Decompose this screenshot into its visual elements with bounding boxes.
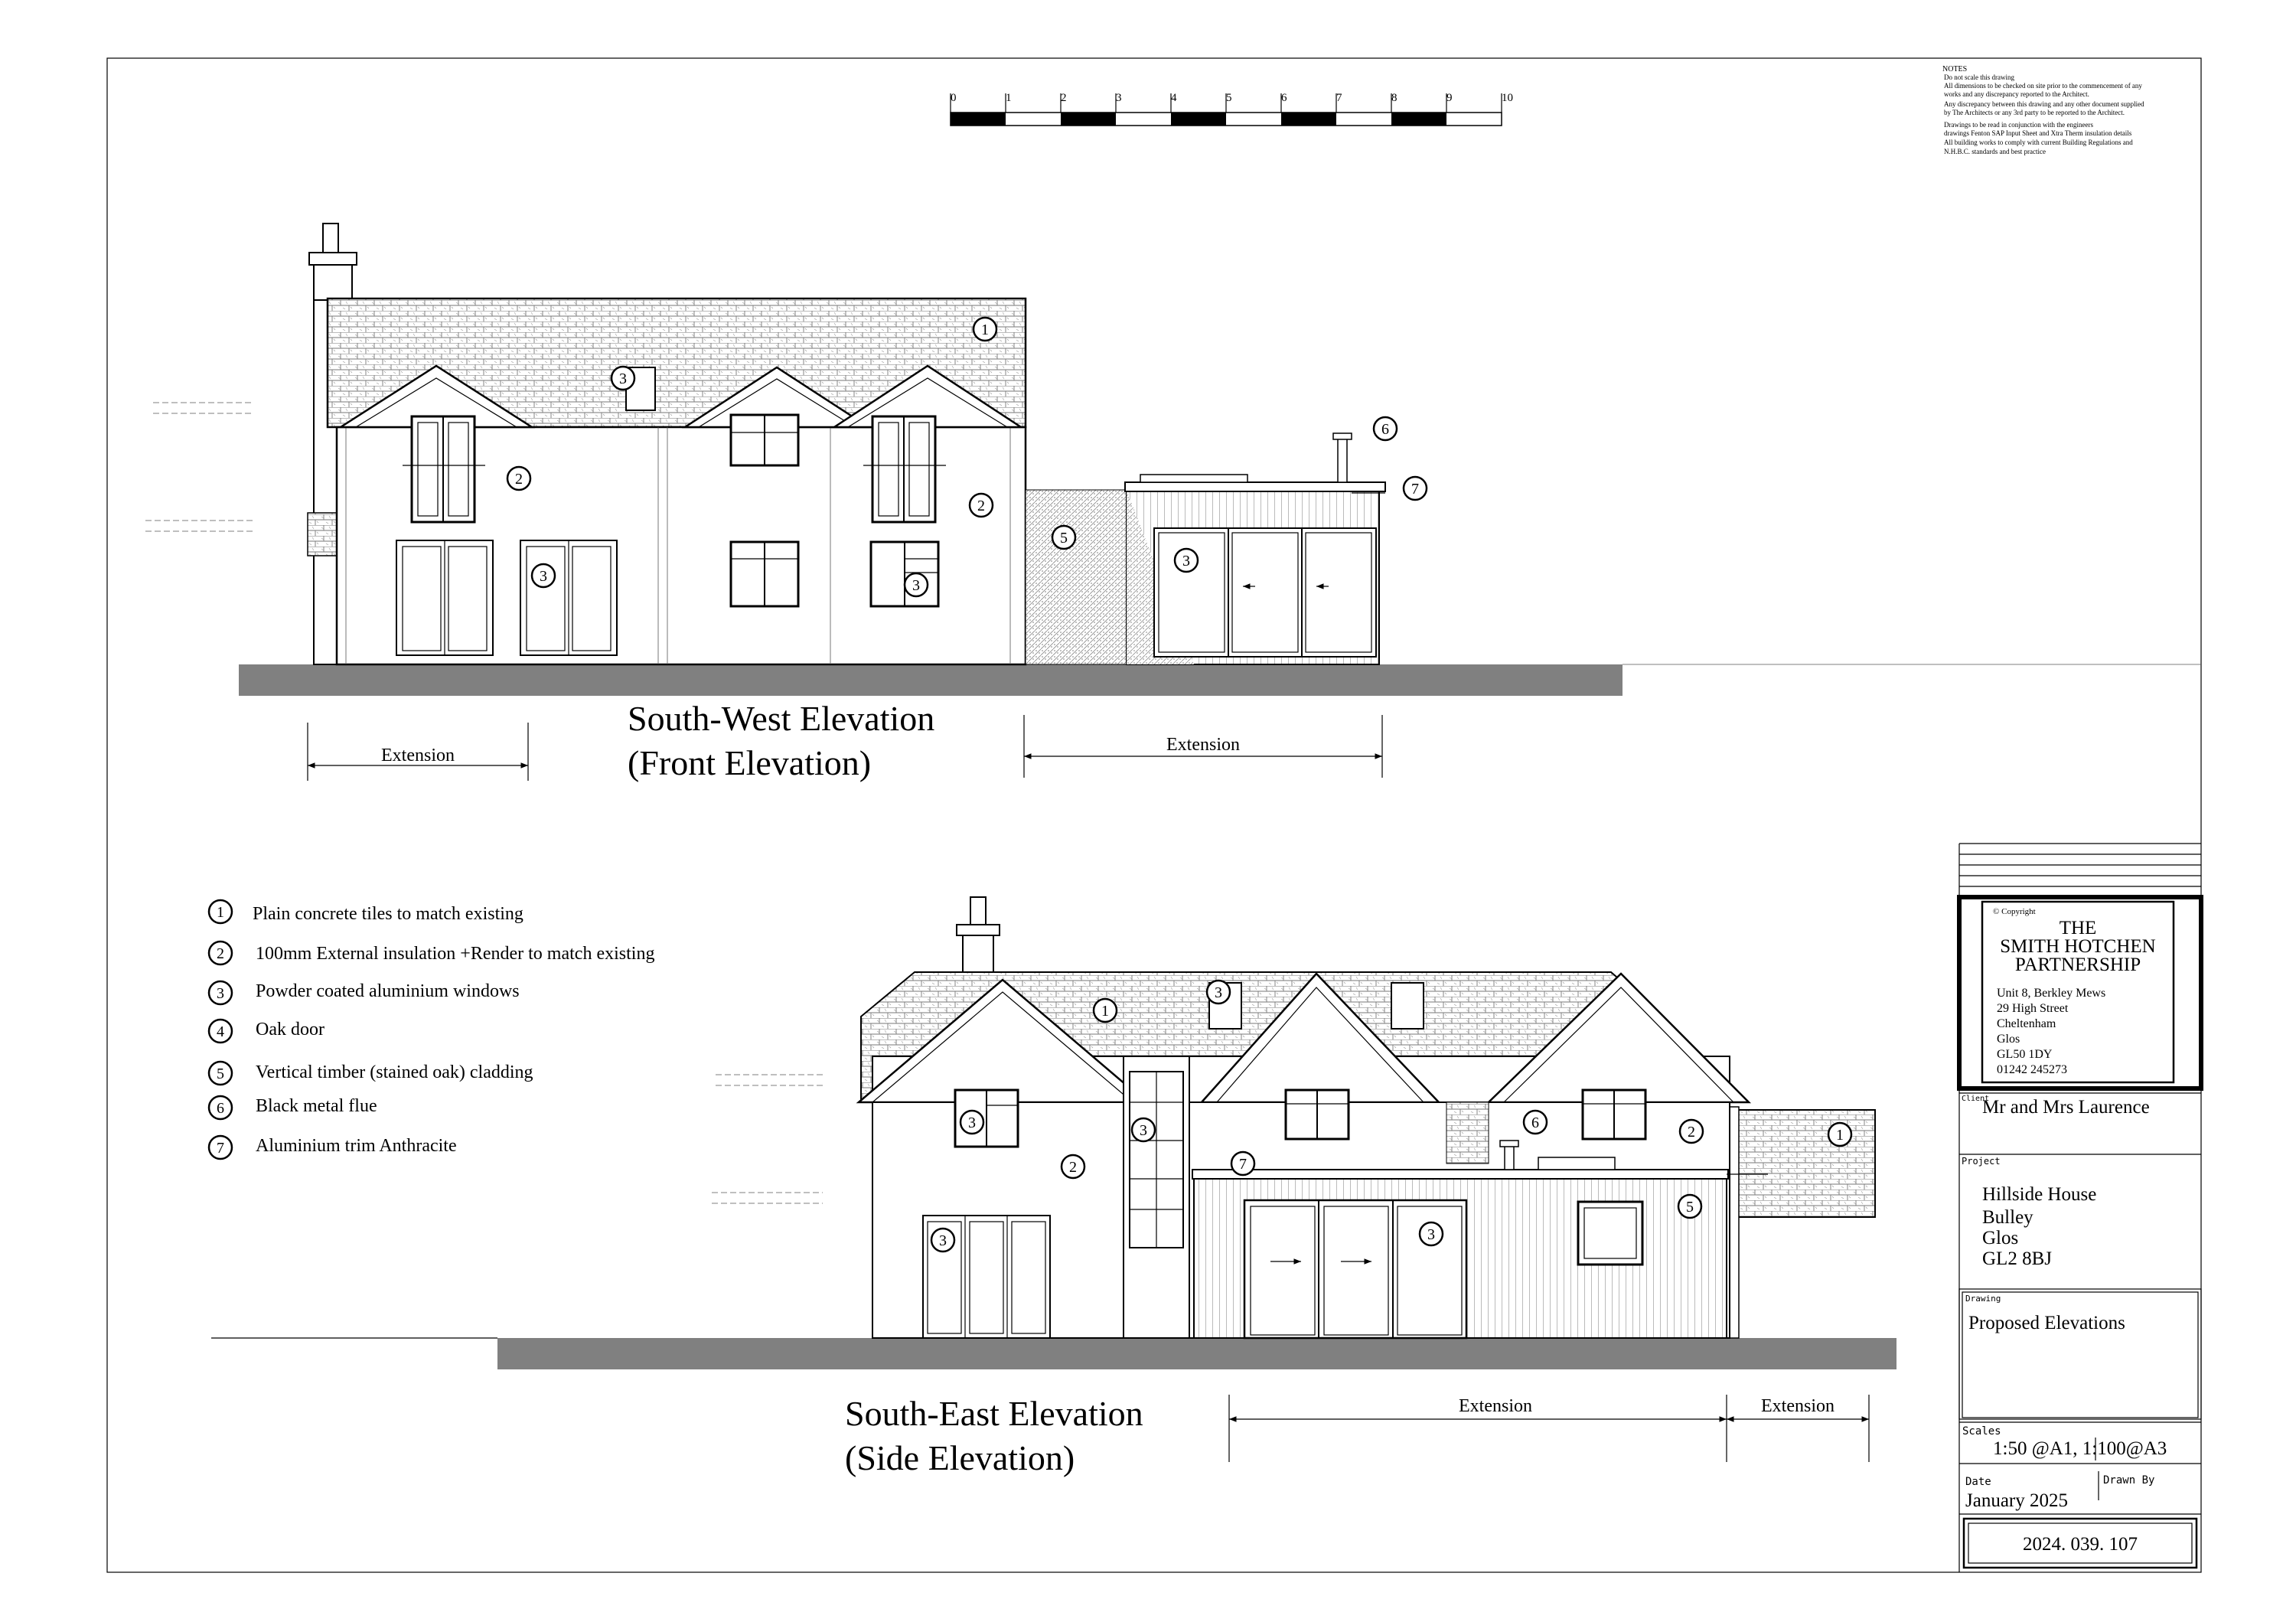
- legend-item-7: Aluminium trim Anthracite: [256, 1136, 457, 1156]
- sw-callout-3b: [532, 564, 555, 587]
- firm-name-3: PARTNERSHIP: [2014, 955, 2141, 975]
- legend-item-2: 100mm External insulation +Render to match existing: [256, 944, 655, 964]
- svg-text:Extension: Extension: [1459, 1396, 1532, 1416]
- svg-text:5: 5: [1060, 530, 1068, 547]
- drawing-label: Drawing: [1965, 1294, 2001, 1304]
- se-dimension-left: [1229, 1395, 1727, 1462]
- scales-label: Scales: [1962, 1425, 2001, 1438]
- svg-text:by The Architects or any 3rd p: by The Architects or any 3rd party to be reported to the Architect.: [1944, 109, 2125, 116]
- se-callout-3b: [960, 1111, 983, 1134]
- se-callout-1a: [1094, 999, 1117, 1022]
- svg-text:4: 4: [217, 1023, 224, 1040]
- svg-text:1: 1: [1101, 1003, 1109, 1020]
- se-callout-2a: [1062, 1155, 1084, 1178]
- firm-name-1: THE: [2059, 918, 2097, 938]
- south-west-elevation: [145, 224, 2201, 782]
- sw-callout-3c: [905, 573, 928, 596]
- svg-text:Extension: Extension: [1761, 1396, 1835, 1416]
- svg-text:2: 2: [1069, 1159, 1077, 1176]
- svg-text:3: 3: [1182, 553, 1190, 569]
- svg-text:works and any discrepancy repo: works and any discrepancy reported to the Architect.: [1944, 90, 2089, 98]
- scale-tick-1: 1: [1006, 92, 1012, 104]
- legend-item-5: Vertical timber (stained oak) cladding: [256, 1062, 533, 1082]
- notes-heading: NOTES: [1942, 65, 1968, 73]
- svg-text:Hillside House: Hillside House: [1982, 1184, 2097, 1205]
- drawn-by-label: Drawn By: [2103, 1474, 2155, 1487]
- svg-text:3: 3: [912, 577, 920, 594]
- sw-callout-2b: [970, 494, 993, 517]
- scale-tick-0: 0: [951, 92, 957, 104]
- scale-tick-7: 7: [1336, 92, 1342, 104]
- se-callout-2b: [1680, 1120, 1703, 1143]
- client-label: Client: [1962, 1095, 1990, 1103]
- sw-callout-6: [1374, 417, 1397, 440]
- se-callout-3e: [1420, 1222, 1443, 1245]
- sw-dimension-left: [308, 723, 528, 781]
- se-callout-3c: [1132, 1118, 1155, 1141]
- svg-text:Glos: Glos: [1982, 1228, 2019, 1248]
- svg-text:1: 1: [1836, 1127, 1844, 1144]
- se-callout-7: [1231, 1152, 1254, 1175]
- title-block: [1959, 844, 2201, 1572]
- svg-text:Extension: Extension: [381, 746, 455, 765]
- svg-text:3: 3: [540, 568, 547, 585]
- svg-text:Glos: Glos: [1997, 1033, 2020, 1046]
- svg-text:2: 2: [977, 498, 985, 514]
- project-label: Project: [1962, 1156, 2001, 1167]
- svg-text:Extension: Extension: [1166, 735, 1240, 755]
- svg-text:3: 3: [1140, 1122, 1147, 1139]
- client-name: Mr and Mrs Laurence: [1982, 1097, 2150, 1118]
- svg-text:3: 3: [939, 1232, 947, 1249]
- svg-text:3: 3: [1215, 984, 1222, 1001]
- legend-item-6: Black metal flue: [256, 1096, 377, 1116]
- scale-tick-6: 6: [1281, 92, 1287, 104]
- se-elevation-subtitle: (Side Elevation): [845, 1438, 1075, 1477]
- svg-text:Do not scale this drawing: Do not scale this drawing: [1944, 73, 2014, 81]
- svg-text:2: 2: [217, 945, 224, 962]
- scale-tick-3: 3: [1116, 92, 1122, 104]
- scale-tick-2: 2: [1061, 92, 1067, 104]
- svg-text:7: 7: [1411, 481, 1419, 498]
- svg-text:All dimensions to be checked o: All dimensions to be checked on site prior to the commencement of any: [1944, 82, 2142, 90]
- svg-text:N.H.B.C. standards and best pr: N.H.B.C. standards and best practice: [1944, 148, 2046, 155]
- svg-text:3: 3: [968, 1115, 976, 1131]
- svg-text:6: 6: [1381, 421, 1389, 438]
- drawing-number: 2024. 039. 107: [2023, 1534, 2138, 1555]
- sw-callout-3d: [1175, 549, 1198, 572]
- sw-callout-2a: [507, 467, 530, 490]
- date-value: January 2025: [1965, 1490, 2068, 1511]
- svg-text:6: 6: [217, 1100, 224, 1117]
- drawing-title: Proposed Elevations: [1968, 1313, 2125, 1333]
- se-callout-1b: [1828, 1123, 1851, 1146]
- notes-block: [1942, 65, 2144, 155]
- legend-item-4: Oak door: [256, 1020, 325, 1039]
- legend-item-3: Powder coated aluminium windows: [256, 981, 520, 1001]
- svg-text:GL2 8BJ: GL2 8BJ: [1982, 1248, 2052, 1269]
- svg-text:2: 2: [1688, 1124, 1695, 1141]
- legend-item-1: Plain concrete tiles to match existing: [253, 904, 523, 924]
- svg-text:Cheltenham: Cheltenham: [1997, 1017, 2056, 1030]
- svg-text:1: 1: [981, 321, 989, 338]
- se-callout-6: [1524, 1111, 1547, 1134]
- svg-text:3: 3: [217, 985, 224, 1002]
- svg-text:Unit 8, Berkley Mews: Unit 8, Berkley Mews: [1997, 987, 2106, 1000]
- scale-tick-5: 5: [1226, 92, 1232, 104]
- firm-name-2: SMITH HOTCHEN: [2000, 936, 2156, 957]
- ground-strip: [239, 664, 1623, 696]
- sw-elevation-title: South-West Elevation: [628, 699, 935, 738]
- svg-text:01242 245273: 01242 245273: [1997, 1063, 2067, 1076]
- se-callout-3a: [1207, 981, 1230, 1004]
- svg-text:Drawings to be read in conjunc: Drawings to be read in conjunction with the engineers: [1944, 121, 2093, 129]
- svg-text:Any discrepancy between this d: Any discrepancy between this drawing and any other document supplied: [1944, 100, 2144, 108]
- sw-callout-7: [1404, 477, 1427, 500]
- scale-tick-4: 4: [1171, 92, 1177, 104]
- svg-text:5: 5: [217, 1066, 224, 1082]
- svg-text:All building works to comply w: All building works to comply with current Building Regulations and: [1944, 139, 2133, 146]
- svg-text:drawings Fenton SAP Input Shee: drawings Fenton SAP Input Sheet and Xtra Therm insulation details: [1944, 129, 2132, 137]
- svg-text:GL50 1DY: GL50 1DY: [1997, 1048, 2053, 1061]
- copyright-label: © Copyright: [1993, 907, 2036, 916]
- scale-tick-10: 10: [1502, 92, 1513, 104]
- scale-bar: [951, 92, 1513, 126]
- svg-text:3: 3: [1427, 1226, 1435, 1243]
- svg-text:Bulley: Bulley: [1982, 1207, 2033, 1228]
- scale-tick-8: 8: [1391, 92, 1397, 104]
- sw-callout-5: [1052, 526, 1075, 549]
- se-elevation-title: South-East Elevation: [845, 1394, 1143, 1433]
- svg-text:6: 6: [1531, 1115, 1539, 1131]
- svg-text:7: 7: [217, 1140, 224, 1157]
- svg-text:1: 1: [217, 904, 224, 921]
- scales-value: 1:50 @A1, 1:100@A3: [1993, 1438, 2167, 1459]
- sw-callout-1: [974, 318, 996, 341]
- se-callout-3d: [931, 1229, 954, 1252]
- scale-tick-9: 9: [1446, 92, 1453, 104]
- materials-legend: [209, 900, 654, 1159]
- svg-text:5: 5: [1686, 1199, 1694, 1216]
- svg-text:7: 7: [1239, 1156, 1247, 1173]
- svg-text:29 High Street: 29 High Street: [1997, 1002, 2069, 1015]
- sw-callout-3a: [612, 367, 634, 390]
- date-label: Date: [1965, 1476, 1991, 1488]
- ground-strip-2: [497, 1338, 1896, 1369]
- svg-text:2: 2: [515, 471, 523, 488]
- se-callout-5: [1678, 1195, 1701, 1218]
- sw-elevation-subtitle: (Front Elevation): [628, 743, 872, 782]
- svg-text:3: 3: [619, 370, 627, 387]
- se-dimension-right: [1727, 1395, 1869, 1462]
- sw-dimension-right: [1024, 715, 1382, 778]
